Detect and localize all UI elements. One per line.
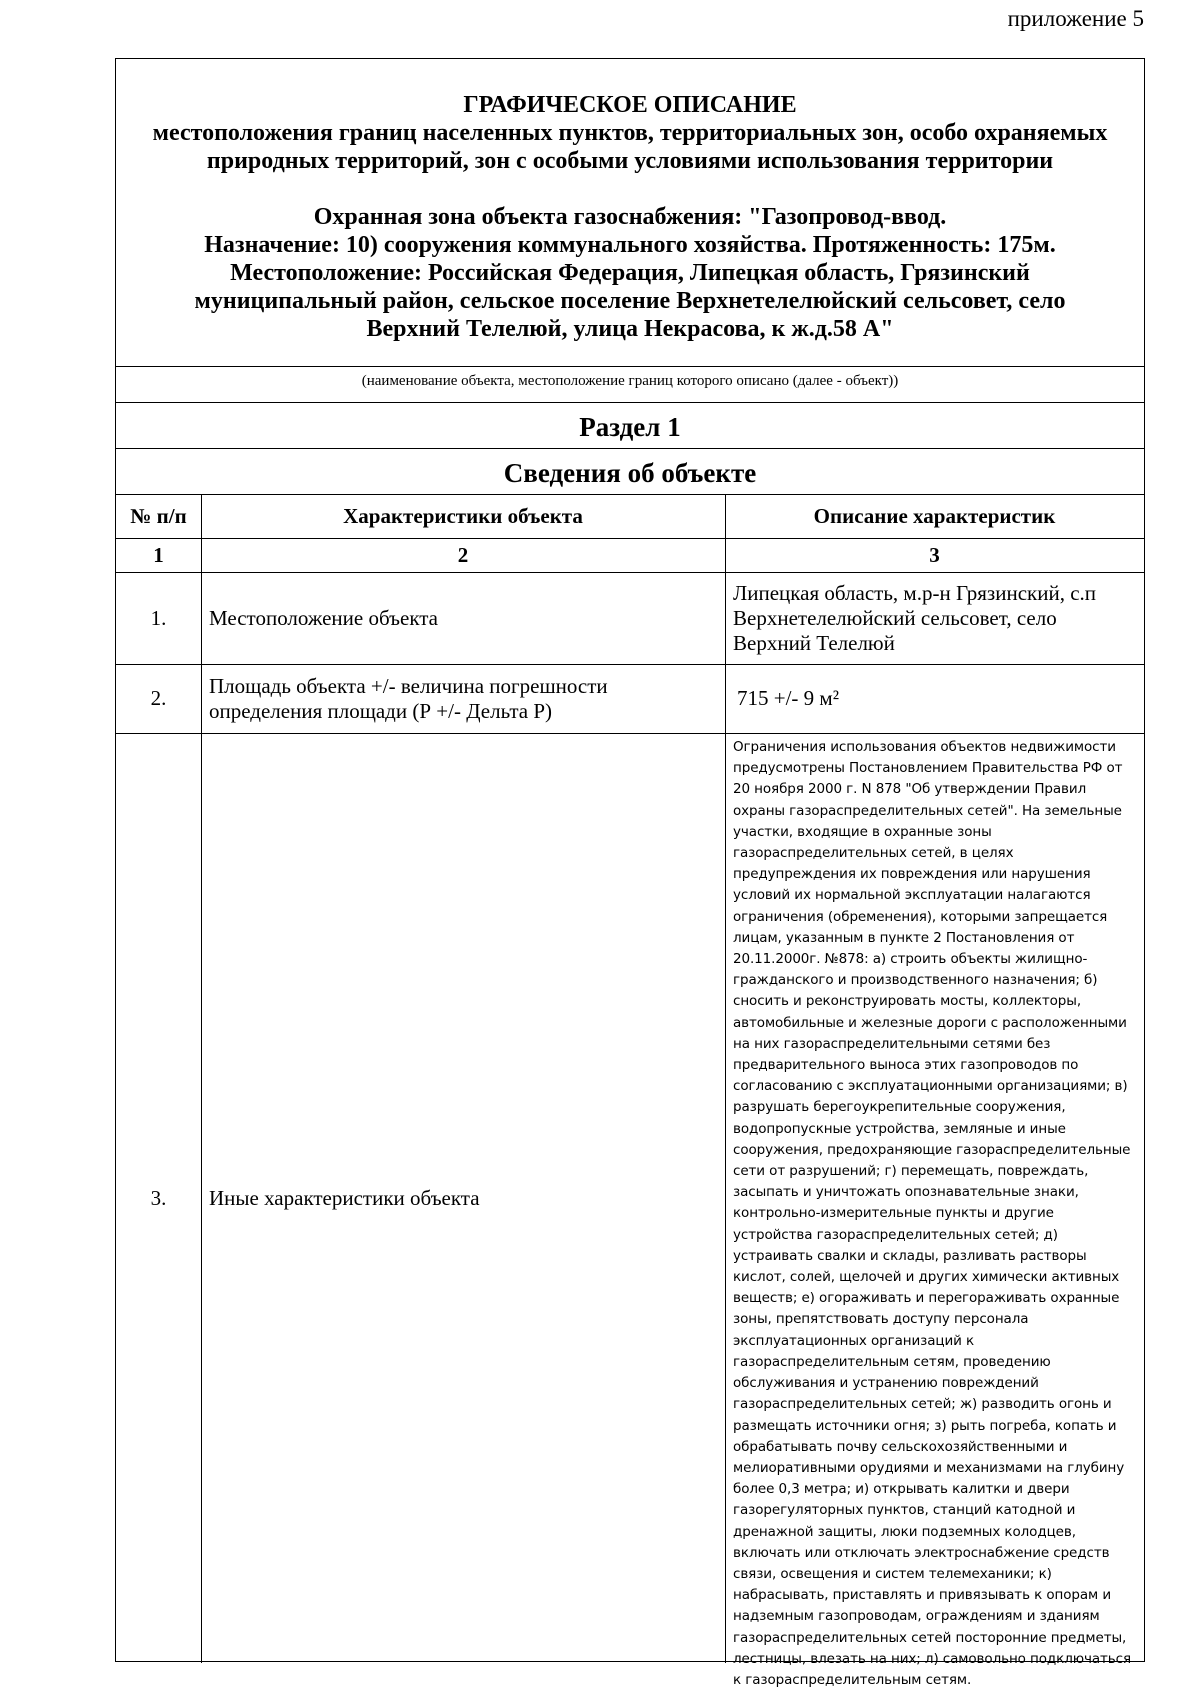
object-line-name: Охранная зона объекта газоснабжения: "Газопровод-ввод.	[313, 204, 947, 230]
column-number-3: 3	[929, 542, 940, 567]
row-2-description: 715 +/- 9 м²	[737, 686, 840, 710]
row-2-characteristic: Площадь объекта +/- величина погрешности определения площади (Р +/- Дельта Р)	[209, 673, 608, 723]
section-number: Раздел 1	[579, 412, 681, 442]
divider	[116, 402, 1144, 403]
column-header-characteristic: Характеристики объекта	[343, 503, 583, 528]
document-header	[116, 59, 1144, 367]
document-subtitle: местоположения границ населенных пунктов, территориальных зон, особо охраняемых природных территорий, зон с особыми условиями использования территории	[152, 120, 1108, 174]
row-3-characteristic: Иные характеристики объекта	[209, 1185, 480, 1210]
column-header-description: Описание характеристик	[813, 503, 1056, 528]
object-caption: (наименование объекта, местоположение границ которого описано (далее - объект))	[361, 373, 899, 389]
object-line-location: Местоположение: Российская Федерация, Липецкая область, Грязинский муниципальный район, сельское поселение Верхнетелелюйский сельсовет, село Верхний Телелюй, улица Некрасова, к ж.д.58 А"	[194, 260, 1066, 342]
column-header-number: № п/п	[130, 503, 187, 528]
row-2-number: 2.	[150, 686, 167, 710]
divider	[116, 366, 1144, 367]
row-1-characteristic: Местоположение объекта	[209, 605, 439, 630]
section-title: Сведения об объекте	[503, 458, 757, 488]
row-1-description: Липецкая область, м.р-н Грязинский, с.п Верхнетелелюйский сельсовет, село Верхний Телелюй	[733, 580, 1097, 655]
appendix-label: приложение 5	[1007, 6, 1144, 31]
row-3-description: Ограничения использования объектов недвижимости предусмотрены Постановлением Правительства РФ от 20 ноября 2000 г. N 878 "Об утверждении Правил охраны газораспределительных сетей". На земельные участки, входящие в охранные зоны газораспределительных сетей, в целях предупреждения их повреждения или нарушения условий их нормальной эксплуатации налагаются ограничения (обременения), которыми запрещается лицам, указанным в пункте 2 Постановления от 20.11.2000г. №878: а) строить объекты жилищно-гражданского и производственного назначения; б) сносить и реконструировать мосты, коллекторы, автомобильные и железные дороги с расположенными на них газораспределительными сетями без предварительного выноса этих газопроводов по согласованию с эксплуатационными организациями; в) разрушать берегоукрепительные сооружения, водопропускные устройства, земляные и иные сооружения, предохраняющие газораспределительные сети от разрушений; г) перемещать, повреждать, засыпать и уничтожать опознавательные знаки, контрольно-измерительные пункты и другие устройства газораспределительных сетей; д) устраивать свалки и склады, разливать растворы кислот, солей, щелочей и других химически активных веществ; е) огораживать и перегораживать охранные зоны, препятствовать доступу персонала эксплуатационных организаций к газораспределительным сетям, проведению обслуживания и устранению повреждений газораспределительных сетей; ж) разводить огонь и размещать источники огня; з) рыть погреба, копать и обрабатывать почву сельскохозяйственными и мелиоративными орудиями и механизмами на глубину более 0,3 метра; и) открывать калитки и двери газорегуляторных пунктов, станций катодной и дренажной защиты, люки подземных колодцев, включать или отключать электроснабжение средств связи, освещения и систем телемеханики; к) набрасывать, приставлять и привязывать к опорам и надземным газопроводам, ограждениям и зданиям газораспределительных сетей посторонние предметы, лестницы, влезать на них; л) самовольно подключаться к газораспределительным сетям.	[733, 739, 1132, 1688]
column-number-1: 1	[153, 542, 164, 567]
object-description	[116, 203, 1144, 343]
divider	[116, 448, 1144, 449]
column-number-2: 2	[457, 542, 469, 567]
document-title: ГРАФИЧЕСКОЕ ОПИСАНИЕ	[463, 92, 797, 118]
document-frame	[115, 58, 1145, 1688]
row-3-number: 3.	[150, 1185, 167, 1210]
object-line-purpose: Назначение: 10) сооружения коммунального хозяйства. Протяженность: 175м.	[204, 232, 1056, 258]
row-1-number: 1.	[150, 605, 167, 630]
